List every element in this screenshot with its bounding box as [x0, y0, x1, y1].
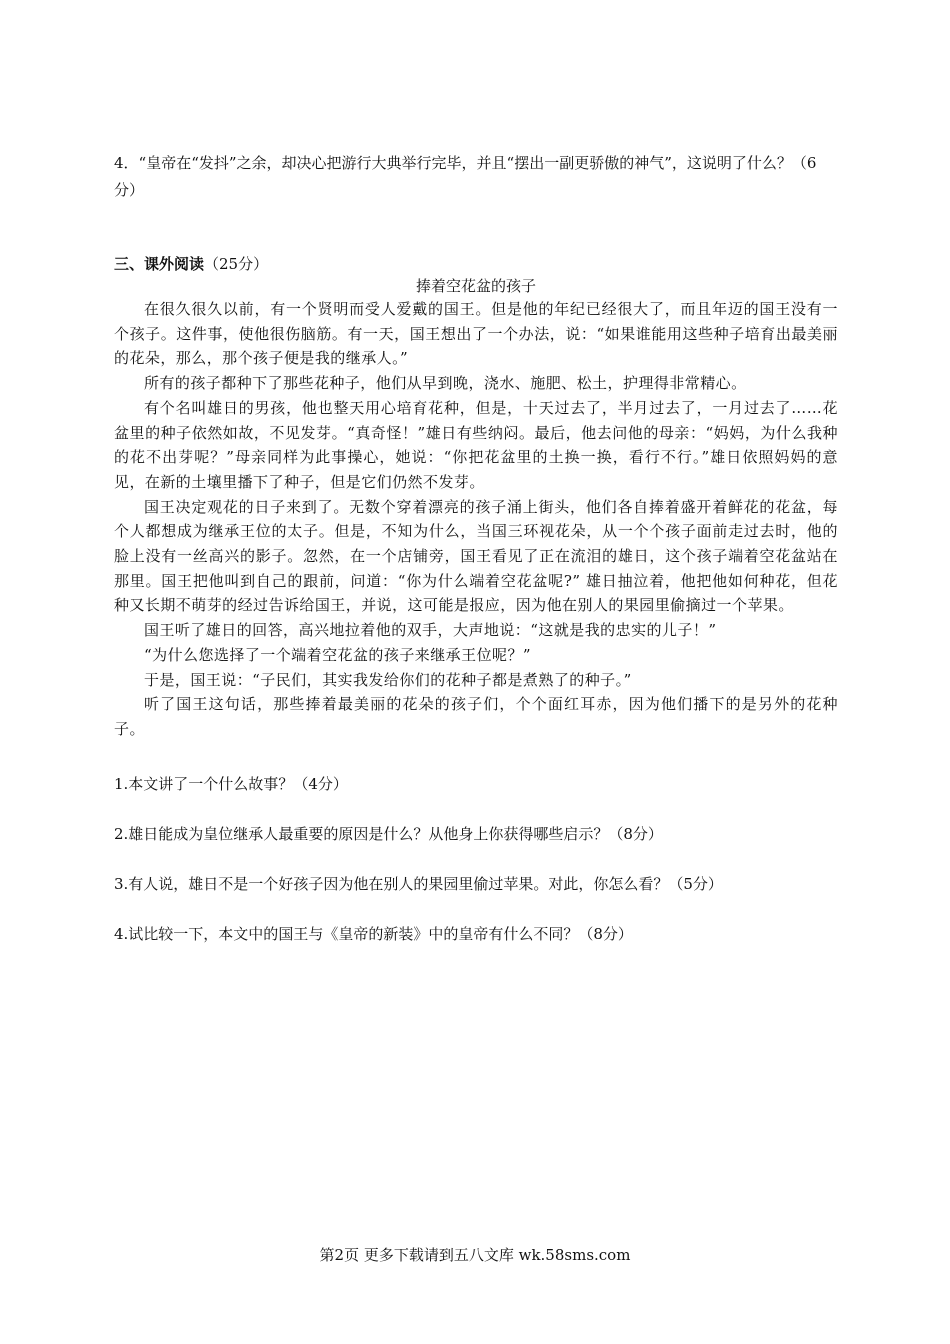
- question-2: 2.雄日能成为皇位继承人最重要的原因是什么？从他身上你获得哪些启示？（8分）: [114, 825, 663, 843]
- question-3: 3.有人说，雄日不是一个好孩子因为他在别人的果园里偷过苹果。对此，你怎么看？（5分）: [114, 875, 723, 893]
- story-paragraph: 所有的孩子都种下了那些花种子，他们从早到晚，浇水、施肥、松土，护理得非常精心。: [144, 374, 747, 393]
- story-paragraph: 有个名叫雄日的男孩，他也整天用心培育花种，但是，十天过去了，半月过去了，一月过去了……花盆里的种子依然如故，不见发芽。“真奇怪！”雄日有些纳闷。最后，他去问他的母亲：“妈妈，为什么我种的花不出芽呢？”母亲同样为此事操心，她说：“你把花盆里的土换一换，看行不行。”雄日依照妈妈的意见，在新的土壤里播下了种子，但是它们仍然不发芽。: [114, 398, 838, 491]
- story-body: [114, 297, 838, 742]
- section-heading-title: 三、课外阅读: [114, 255, 205, 273]
- story-paragraph: 听了国王这句话，那些捧着最美丽的花朵的孩子们，个个面红耳赤，因为他们播下的是另外的花种子。: [114, 695, 838, 738]
- previous-question-4: 4．“皇帝在“发抖”之余，却决心把游行大典举行完毕，并且“摆出一副更骄傲的神气”，这说明了什么？（6分）: [114, 154, 817, 199]
- story-paragraph: 国王决定观花的日子来到了。无数个穿着漂亮的孩子涌上街头，他们各自捧着盛开着鲜花的花盆，每个人都想成为继承王位的太子。但是，不知为什么，当国三环视花朵，从一个个孩子面前走过去时，他的脸上没有一丝高兴的影子。忽然，在一个店铺旁，国王看见了正在流泪的雄日，这个孩子端着空花盆站在那里。国王把他叫到自己的跟前，问道：“你为什么端着空花盆呢?” 雄日抽泣着，他把他如何种花，但花种又长期不萌芽的经过告诉给国王，并说，这可能是报应，因为他在别人的果园里偷摘过一个苹果。: [114, 497, 838, 615]
- story-paragraph: 在很久很久以前，有一个贤明而受人爱戴的国王。但是他的年纪已经很大了，而且年迈的国王没有一个孩子。这件事，使他很伤脑筋。有一天，国王想出了一个办法，说：“如果谁能用这些种子培育出最美丽的花朵，那么，那个孩子便是我的继承人。”: [114, 300, 838, 368]
- page-footer: 第2页 更多下载请到五八文库 wk.58sms.com: [319, 1246, 631, 1264]
- question-1: 1.本文讲了一个什么故事？（4分）: [114, 775, 348, 793]
- section-heading-score: （25分）: [204, 255, 269, 273]
- story-paragraph: 国王听了雄日的回答，高兴地拉着他的双手，大声地说：“这就是我的忠实的儿子！”: [144, 621, 717, 640]
- question-4: 4.试比较一下，本文中的国王与《皇帝的新装》中的皇帝有什么不同？（8分）: [114, 925, 633, 943]
- story-paragraph: “为什么您选择了一个端着空花盆的孩子来继承王位呢？”: [144, 645, 532, 664]
- section-heading: [114, 253, 838, 275]
- story-title: 捧着空花盆的孩子: [415, 277, 536, 295]
- story-paragraph: 于是，国王说：“子民们，其实我发给你们的花种子都是煮熟了的种子。”: [144, 670, 632, 689]
